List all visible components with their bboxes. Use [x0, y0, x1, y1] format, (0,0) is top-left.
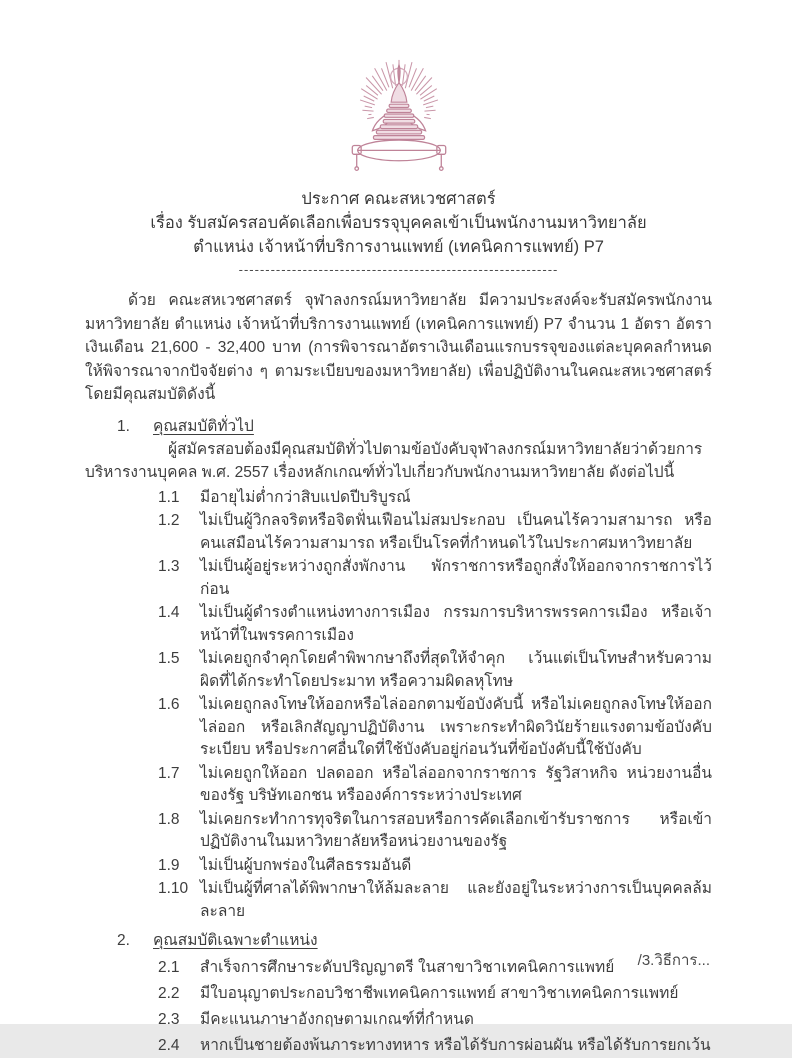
item-text: ไม่เคยถูกให้ออก ปลดออก หรือไล่ออกจากราชการ รัฐวิสาหกิจ หน่วยงานอื่นของรัฐ บริษัทเอกชน หรือองค์การระหว่างประเทศ [200, 763, 712, 808]
list-item [85, 1009, 712, 1032]
item-number: 1.10 [158, 878, 200, 923]
list-item [85, 809, 712, 854]
item-text: ไม่เคยถูกลงโทษให้ออกหรือไล่ออกตามข้อบังคับนี้ หรือไม่เคยถูกลงโทษให้ออก ไล่ออก หรือเลิกสัญญาปฏิบัติงาน เพราะกระทำผิดวินัยร้ายแรงตามข้อบังคับ ระเบียบ หรือประกาศอื่นใดที่ใช้บังคับอยู่ก่อนวันที่ข้อบังคับนี้ใช้บังคับ [200, 694, 712, 762]
section-number: 1. [117, 415, 153, 438]
university-seal-logo [340, 50, 458, 178]
continuation-page-marker: /3.วิธีการ... [638, 948, 710, 972]
item-text: ไม่เคยกระทำการทุจริตในการสอบหรือการคัดเลือกเข้ารับราชการ หรือเข้าปฏิบัติงานในมหาวิทยาลัยหรือหน่วยงานของรัฐ [200, 809, 712, 854]
item-text: สำเร็จการศึกษาระดับปริญญาตรี ในสาขาวิชาเทคนิคการแพทย์ [200, 957, 712, 980]
section-1-heading [85, 415, 712, 438]
announcement-position-line: ตำแหน่ง เจ้าหน้าที่บริการงานแพทย์ (เทคนิคการแพทย์) P7 [85, 235, 712, 259]
dashed-divider: ------------------------------------------------------------ [85, 261, 712, 279]
list-item [85, 983, 712, 1006]
item-text: มีคะแนนภาษาอังกฤษตามเกณฑ์ที่กำหนด [200, 1009, 712, 1032]
item-text: มีใบอนุญาตประกอบวิชาชีพเทคนิคการแพทย์ สาขาวิชาเทคนิคการแพทย์ [200, 983, 712, 1006]
item-number: 1.3 [158, 556, 200, 601]
item-number: 1.5 [158, 648, 200, 693]
list-item [85, 648, 712, 693]
document-header [85, 187, 712, 259]
list-item [85, 510, 712, 555]
item-text: ไม่เคยถูกจำคุกโดยคำพิพากษาถึงที่สุดให้จำคุก เว้นแต่เป็นโทษสำหรับความผิดที่ได้กระทำโดยประมาท หรือความผิดลหุโทษ [200, 648, 712, 693]
item-number: 1.4 [158, 602, 200, 647]
item-number: 2.4 [158, 1035, 200, 1058]
list-item [85, 1035, 712, 1058]
item-number: 1.2 [158, 510, 200, 555]
item-number: 1.8 [158, 809, 200, 854]
section-title: คุณสมบัติเฉพาะตำแหน่ง [153, 929, 318, 952]
section-2-heading [85, 929, 712, 952]
item-text: ไม่เป็นผู้อยู่ระหว่างถูกสั่งพักงาน พักราชการหรือถูกสั่งให้ออกจากราชการไว้ก่อน [200, 556, 712, 601]
section-number: 2. [117, 929, 153, 952]
announcement-subject-line: เรื่อง รับสมัครสอบคัดเลือกเพื่อบรรจุบุคคลเข้าเป็นพนักงานมหาวิทยาลัย [85, 211, 712, 235]
list-item [85, 556, 712, 601]
list-item [85, 763, 712, 808]
item-number: 2.1 [158, 957, 200, 980]
item-number: 2.3 [158, 1009, 200, 1032]
item-number: 1.6 [158, 694, 200, 762]
logo-container [85, 50, 712, 183]
item-number: 2.2 [158, 983, 200, 1006]
section-1-items [85, 487, 712, 924]
section-2-items [85, 957, 712, 1058]
list-item [85, 855, 712, 878]
item-text: ไม่เป็นผู้บกพร่องในศีลธรรมอันดี [200, 855, 712, 878]
item-number: 1.9 [158, 855, 200, 878]
list-item [85, 694, 712, 762]
announcement-org-line: ประกาศ คณะสหเวชศาสตร์ [85, 187, 712, 211]
list-item [85, 487, 712, 510]
intro-paragraph: ด้วย คณะสหเวชศาสตร์ จุฬาลงกรณ์มหาวิทยาลัย มีความประสงค์จะรับสมัครพนักงานมหาวิทยาลัย ตำแหน่ง เจ้าหน้าที่บริการงานแพทย์ (เทคนิคการแพทย์) P7 จำนวน 1 อัตรา อัตราเงินเดือน 21,600 - 32,400 บาท (การพิจารณาอัตราเงินเดือนแรกบรรจุของแต่ละบุคคลกำหนดให้พิจารณาจากปัจจัยต่าง ๆ ตามระเบียบของมหาวิทยาลัย) เพื่อปฏิบัติงานในคณะสหเวชศาสตร์ โดยมีคุณสมบัติดังนี้ [85, 289, 712, 407]
section-1-lead-paragraph: ผู้สมัครสอบต้องมีคุณสมบัติทั่วไปตามข้อบังคับจุฬาลงกรณ์มหาวิทยาลัยว่าด้วยการบริหารงานบุคคล พ.ศ. 2557 เรื่องหลักเกณฑ์ทั่วไปเกี่ยวกับพนักงานมหาวิทยาลัย ดังต่อไปนี้ [85, 438, 712, 485]
item-number: 1.1 [158, 487, 200, 510]
list-item [85, 957, 712, 980]
item-text: หากเป็นชายต้องพ้นภาระทางทหาร หรือได้รับการผ่อนผัน หรือได้รับการยกเว้น [200, 1035, 712, 1058]
list-item [85, 602, 712, 647]
item-text: ไม่เป็นผู้ที่ศาลได้พิพากษาให้ล้มละลาย และยังอยู่ในระหว่างการเป็นบุคคลล้มละลาย [200, 878, 712, 923]
item-number: 1.7 [158, 763, 200, 808]
item-text: ไม่เป็นผู้วิกลจริตหรือจิตฟั่นเฟือนไม่สมประกอบ เป็นคนไร้ความสามารถ หรือคนเสมือนไร้ความสามารถ หรือเป็นโรคที่กำหนดไว้ในประกาศมหาวิทยาลัย [200, 510, 712, 555]
list-item [85, 878, 712, 923]
section-title: คุณสมบัติทั่วไป [153, 415, 254, 438]
item-text: มีอายุไม่ต่ำกว่าสิบแปดปีบริบูรณ์ [200, 487, 712, 510]
item-text: ไม่เป็นผู้ดำรงตำแหน่งทางการเมือง กรรมการบริหารพรรคการเมือง หรือเจ้าหน้าที่ในพรรคการเมือง [200, 602, 712, 647]
